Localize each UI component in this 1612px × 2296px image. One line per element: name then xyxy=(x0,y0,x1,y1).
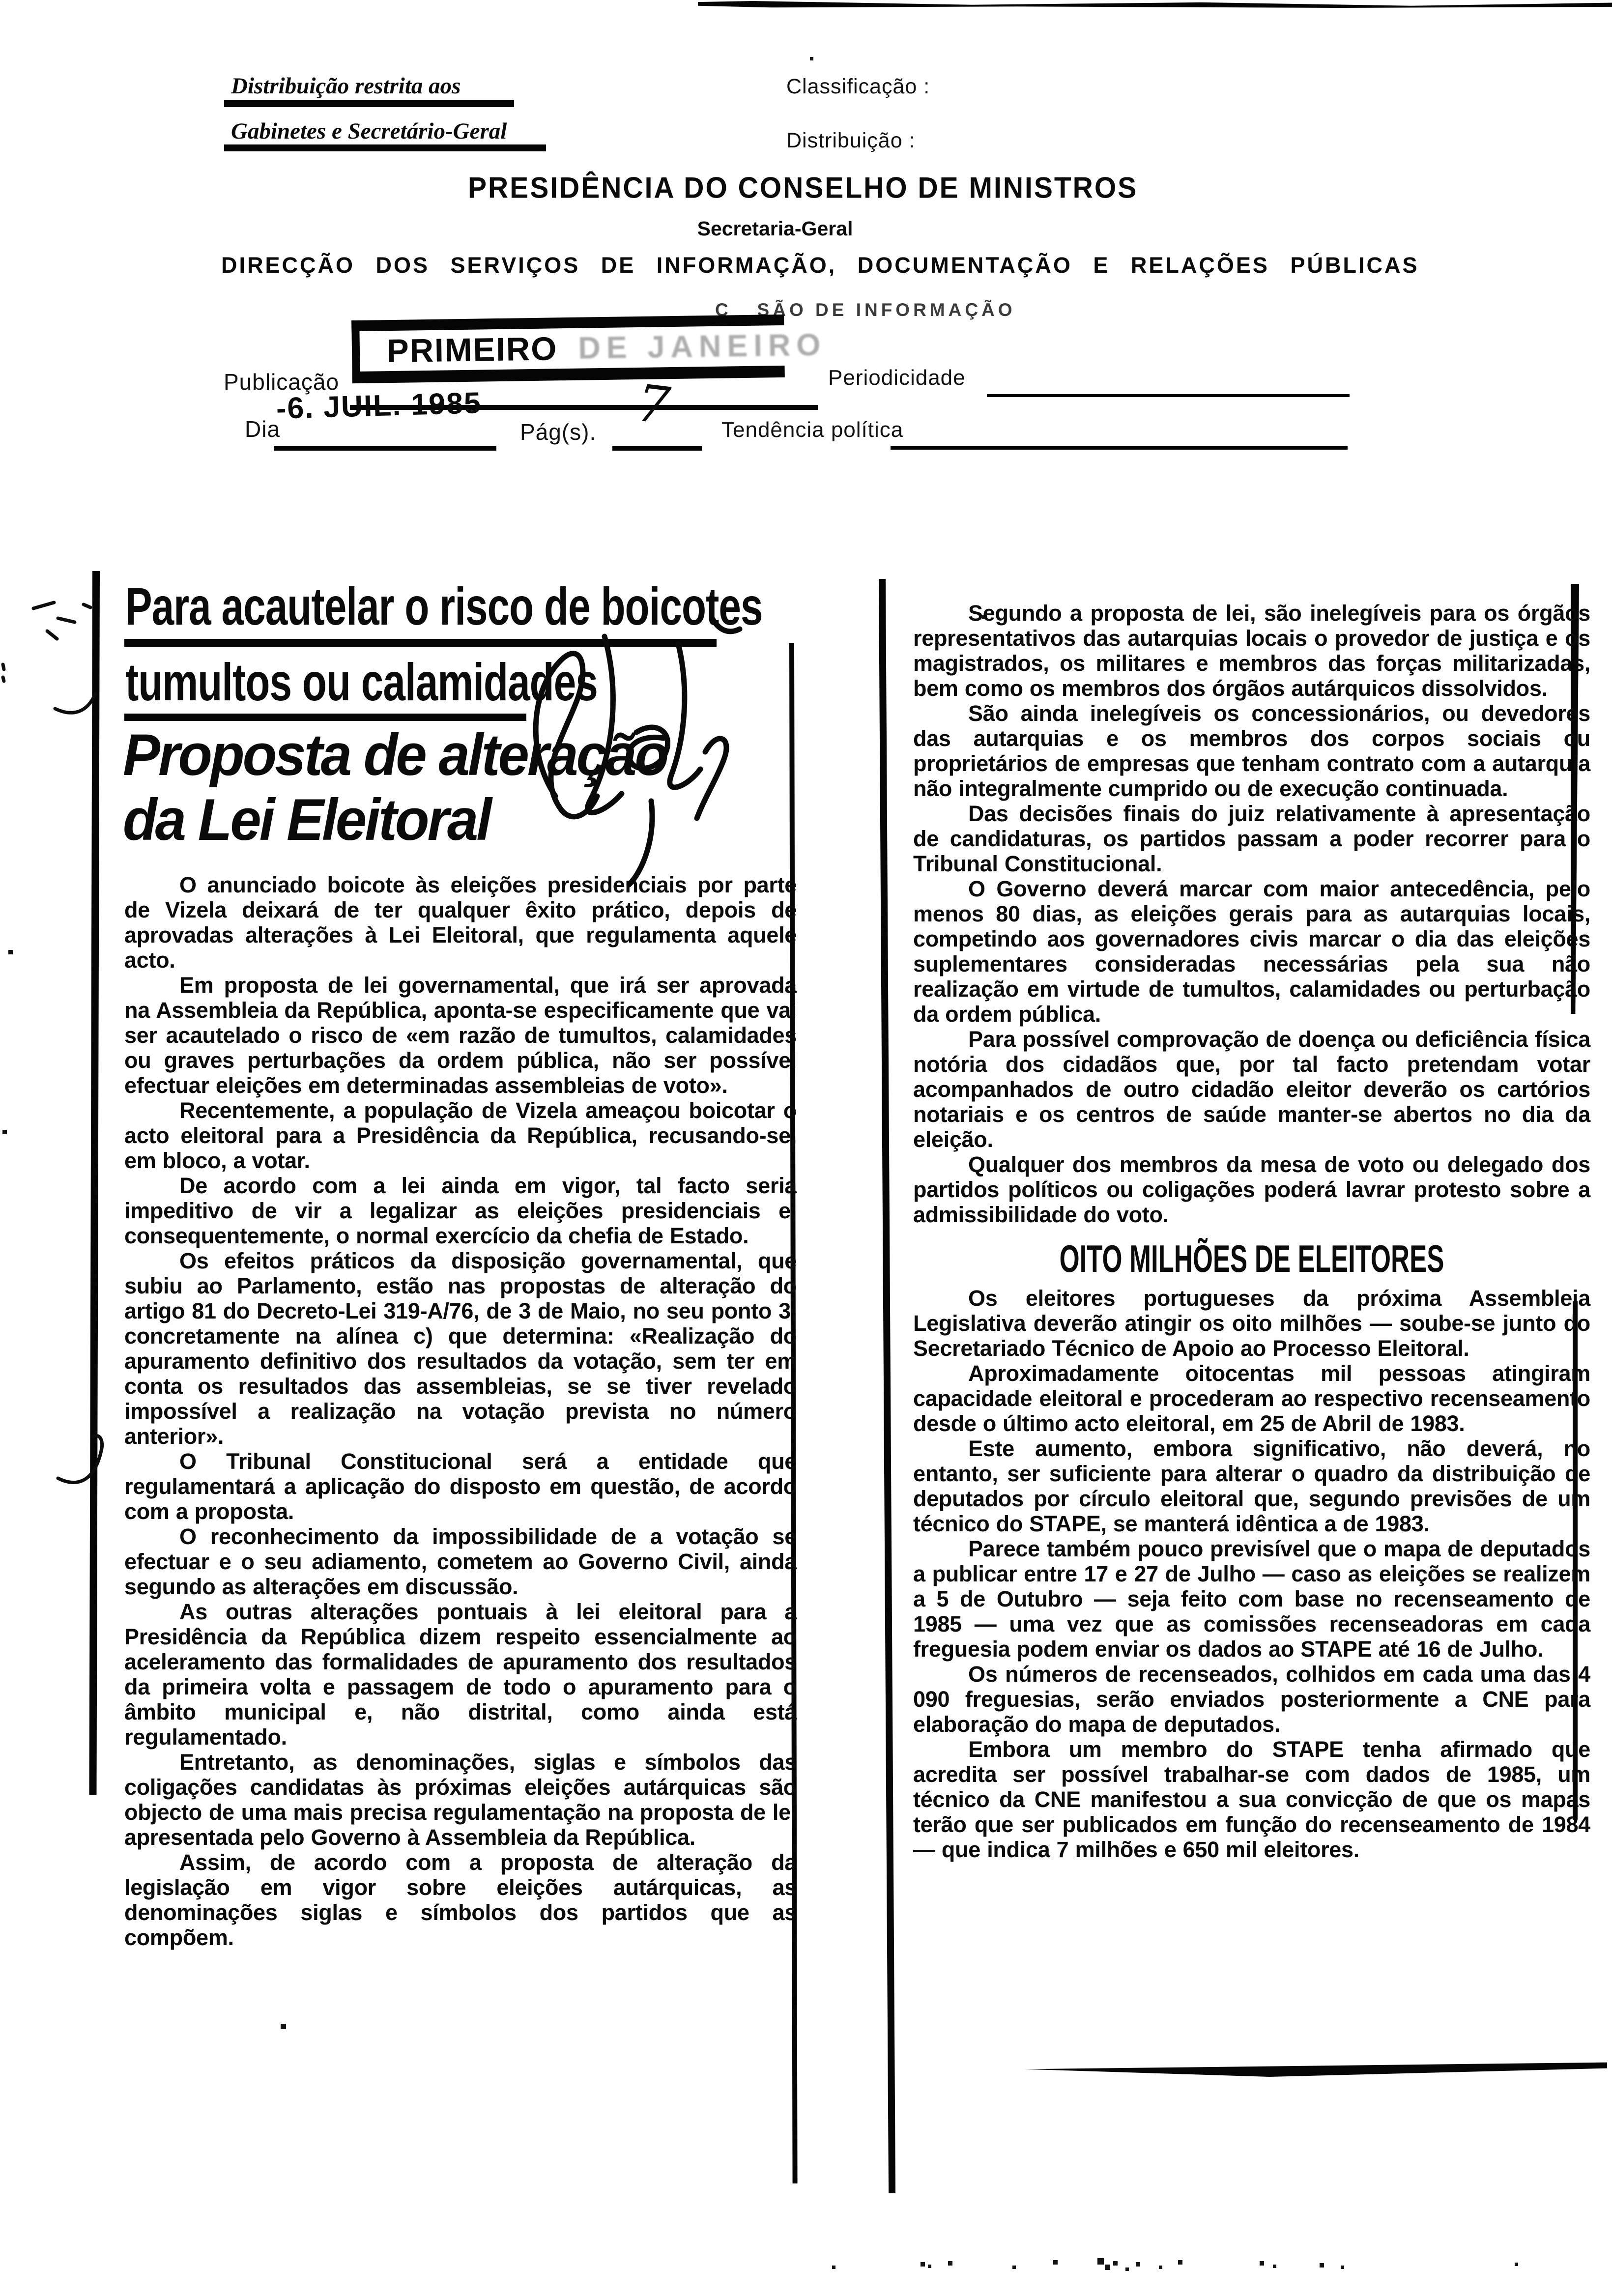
article-paragraph: São ainda inelegíveis os concessionários, ou devedores das autarquias e os membros dos corpos sociais ou proprietários de empresas que tenham contrato com a autarquia não integralmente cumprido ou de execução continuada. xyxy=(913,701,1590,801)
article-paragraph: Recentemente, a população de Vizela ameaçou boicotar o acto eleitoral para a Presidência da República, recusando-se, em bloco, a votar. xyxy=(124,1098,797,1173)
article-paragraph: Os efeitos práticos da disposição governamental, que subiu ao Parlamento, estão nas propostas de alteração do artigo 81 do Decreto-Lei 319-A/76, de 3 de Maio, no seu ponto 3, concretamente na alínea c) que determina: «Realização do apuramento definitivo dos resultados da votação, sem ter em conta os resultados das assembleias, se se tiver revelado impossível a realização na votação prevista no número anterior». xyxy=(124,1248,797,1449)
pages-field-line xyxy=(612,446,702,451)
article-paragraph: Parece também pouco previsível que o mapa de deputados a publicar entre 17 e 27 de Julho — caso as eleições se realizem a 5 de Outubro — seja feito com base no recenseamento de 1985 — uma vez que as comissões recenseadoras em cada freguesia podem enviar os dados ao STAPE até 16 de Julho. xyxy=(913,1536,1590,1662)
article-paragraph: Este aumento, embora significativo, não deverá, no entanto, ser suficiente para alterar o quadro da distribuição de deputados por círculo eleitoral que, segundo previsões de um técnico do STAPE, se manterá idêntica a de 1983. xyxy=(913,1436,1590,1536)
handwritten-margin-marks xyxy=(0,580,128,1563)
article-paragraph: O anunciado boicote às eleições presidenciais por parte de Vizela deixará de ter qualquer êxito prático, depois de aprovadas alterações à Lei Eleitoral, que regulamenta aquele acto. xyxy=(124,872,797,973)
article-paragraph: Segundo a proposta de lei, são inelegíveis para os órgãos representativos das autarquias locais o provedor de justiça e os magistrados, os militares e membros das forças militarizadas, bem como os membros dos órgãos autárquicos dissolvidos. xyxy=(913,601,1590,701)
stamp-text-faded: DE JANEIRO xyxy=(577,327,827,366)
restricted-distribution-note-line2: Gabinetes e Secretário-Geral xyxy=(231,118,507,144)
article-subheading: OITO MILHÕES DE ELEITORES xyxy=(1059,1238,1444,1281)
pages-field-label: Pág(s). xyxy=(520,419,597,445)
article-paragraph: Das decisões finais do juiz relativamente à apresentação de candidaturas, os partidos passam a poder recorrer para o Tribunal Constitucional. xyxy=(913,801,1590,876)
division-partial-print: C SÃO DE INFORMAÇÃO xyxy=(715,300,1016,320)
restricted-distribution-note-line1: Distribuição restrita aos xyxy=(231,73,461,99)
article-title-line2: da Lei Eleitoral xyxy=(123,787,490,853)
article-end-rule xyxy=(1025,2062,1607,2077)
pages-handwritten-value: 7 xyxy=(633,373,673,436)
day-field-label: Dia xyxy=(245,416,281,442)
article-paragraph: Os eleitores portugueses da próxima Assembleia Legislativa deverão atingir os oito milhões — soube-se junto do Secretariado Técnico de Apoio ao Processo Eleitoral. xyxy=(913,1286,1590,1361)
political-tendency-field-line xyxy=(891,446,1348,450)
article-kicker-line1: Para acautelar o risco de boicotes xyxy=(125,576,763,636)
right-column-lower-paragraphs xyxy=(913,1286,1590,1862)
distribution-field-label: Distribuição : xyxy=(786,129,916,152)
periodicity-field-label: Periodicidade xyxy=(828,366,966,390)
article-title-line1: Proposta de alteração xyxy=(123,722,667,788)
article-left-column xyxy=(124,872,797,1950)
directorate-title: DIRECÇÃO DOS SERVIÇOS DE INFORMAÇÃO, DOCUMENTAÇÃO E RELAÇÕES PÚBLICAS xyxy=(221,253,1419,278)
day-field-line xyxy=(274,446,496,451)
periodicity-field-line xyxy=(987,394,1350,397)
political-tendency-field-label: Tendência política xyxy=(721,418,904,442)
publication-field-label: Publicação xyxy=(224,369,340,395)
article-paragraph: O reconhecimento da impossibilidade de a votação se efectuar e o seu adiamento, cometem ao Governo Civil, ainda segundo as alterações em discussão. xyxy=(124,1524,797,1599)
organization-title: PRESIDÊNCIA DO CONSELHO DE MINISTROS xyxy=(468,172,1138,205)
kicker-underline xyxy=(124,714,526,721)
underline-rule xyxy=(224,144,546,151)
newspaper-name-stamp xyxy=(351,315,827,383)
secretariat-subtitle: Secretaria-Geral xyxy=(697,217,853,240)
scan-top-edge-line xyxy=(698,1,1612,8)
article-paragraph: As outras alterações pontuais à lei eleitoral para a Presidência da República dizem respeito essencialmente ao aceleramento das formalidades de apuramento dos resultados da primeira volta e passagem de todo o apuramento para o âmbito municipal e, não distrital, como ainda está regulamentado. xyxy=(124,1599,797,1750)
article-paragraph: Em proposta de lei governamental, que irá ser aprovada na Assembleia da República, aponta-se especificamente que vai ser acautelado o risco de «em razão de tumultos, calamidades ou graves perturbações da ordem pública, não ser possível efectuar eleições em determinadas assembleias de voto». xyxy=(124,973,797,1098)
article-paragraph: O Tribunal Constitucional será a entidade que regulamentará a aplicação do disposto em questão, de acordo com a proposta. xyxy=(124,1449,797,1524)
article-paragraph: Entretanto, as denominações, siglas e símbolos das coligações candidatas às próximas eleições autárquicas são objecto de uma mais precisa regulamentação na proposta de lei apresentada pelo Governo à Assembleia da República. xyxy=(124,1750,797,1850)
article-paragraph: Qualquer dos membros da mesa de voto ou delegado dos partidos políticos ou coligações poderá lavrar protesto sobre a admissibilidade do voto. xyxy=(913,1152,1590,1227)
classification-field-label: Classificação : xyxy=(786,75,930,98)
article-kicker-line2: tumultos ou calamidades xyxy=(125,652,598,712)
article-paragraph: Para possível comprovação de doença ou deficiência física notória dos cidadãos que, por tal facto pretendam votar acompanhados de outro cidadão eleitor deverão os cartórios notariais e os centros de saúde manter-se abertos no dia da eleição. xyxy=(913,1027,1590,1152)
article-paragraph: Os números de recenseados, colhidos em cada uma das 4 090 freguesias, serão enviados posteriormente a CNE para elaboração do mapa de deputados. xyxy=(913,1662,1590,1737)
date-stamp: -6. JUIL. 1985 xyxy=(276,386,482,425)
scan-noise-specks xyxy=(0,0,1,1)
article-right-column xyxy=(913,601,1590,1862)
underline-rule xyxy=(224,100,514,107)
stamp-text-strong: PRIMEIRO xyxy=(386,330,558,370)
article-paragraph: Assim, de acordo com a proposta de alteração da legislação em vigor sobre eleições autárquicas, as denominações siglas e símbolos dos partidos que as compõem. xyxy=(124,1850,797,1950)
article-paragraph: Embora um membro do STAPE tenha afirmado que acredita ser possível trabalhar-se com dados de 1985, um técnico da CNE manifestou a sua convicção de que os mapas terão que ser publicados em função do recenseamento de 1984 — que indica 7 milhões e 650 mil eleitores. xyxy=(913,1737,1590,1862)
right-column-upper-paragraphs xyxy=(913,601,1590,1227)
article-paragraph: De acordo com a lei ainda em vigor, tal facto seria impeditivo de vir a legalizar as eleições presidenciais e, consequentemente, o normal exercício da chefia de Estado. xyxy=(124,1173,797,1248)
column-divider-rule-right xyxy=(879,579,895,2193)
article-paragraph: Aproximadamente oitocentas mil pessoas atingiram capacidade eleitoral e procederam ao respectivo recenseamento desde o último acto eleitoral, em 25 de Abril de 1983. xyxy=(913,1361,1590,1436)
article-paragraph: O Governo deverá marcar com maior antecedência, pelo menos 80 dias, as eleições gerais para as autarquias locais, competindo aos governadores civis marcar o dia das eleições suplementares consideradas necessárias pela sua não realização em virtude de tumultos, calamidades ou perturbação da ordem pública. xyxy=(913,876,1590,1027)
handwritten-scribble xyxy=(482,590,757,894)
